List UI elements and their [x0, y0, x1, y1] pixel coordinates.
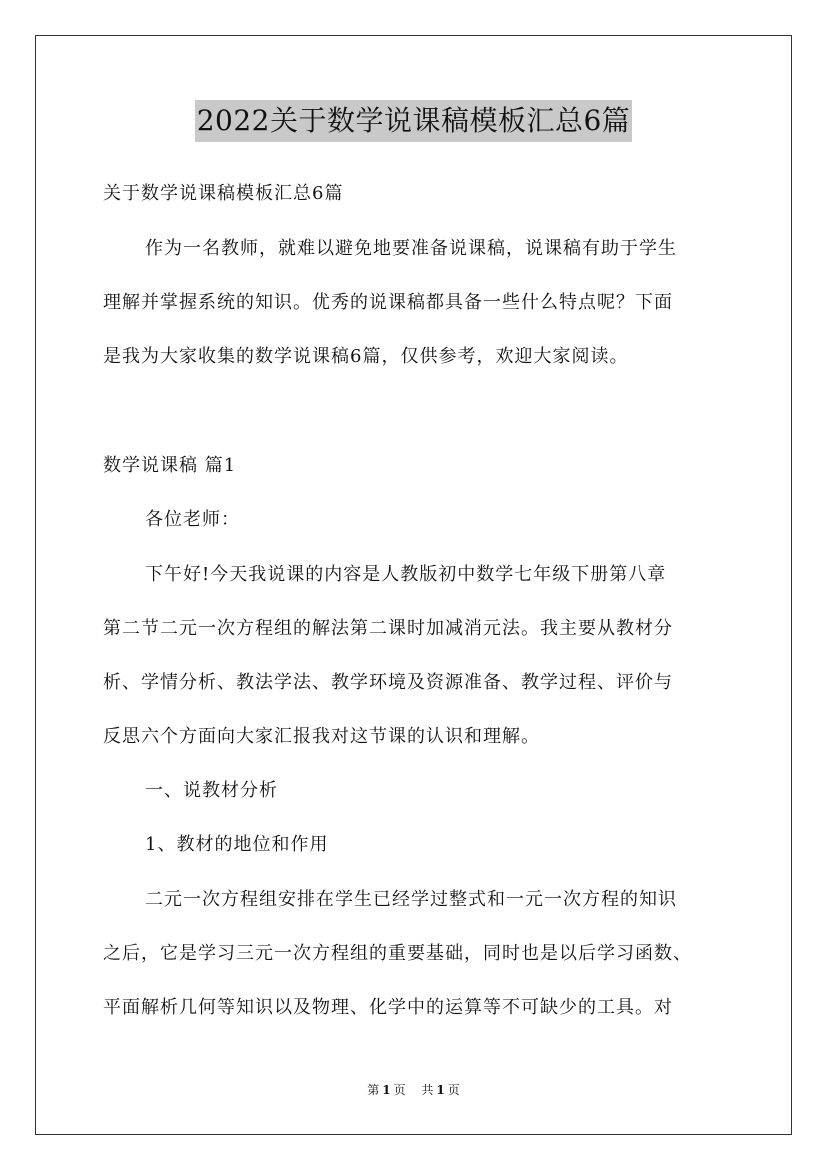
- total-indicator: [418, 1083, 462, 1097]
- document-title: 2022关于数学说课稿模板汇总6篇: [195, 100, 633, 142]
- body-line: 析、学情分析、教法学法、教学环境及资源准备、教学过程、评价与: [103, 672, 673, 693]
- page-footer: [0, 1082, 827, 1098]
- page-indicator: [364, 1083, 408, 1097]
- total-suffix: 页: [447, 1083, 460, 1097]
- heading-1-1: 1、教材的地位和作用: [145, 834, 329, 855]
- body-line: 平面解析几何等知识以及物理、化学中的运算等不可缺少的工具。对: [103, 997, 673, 1018]
- title-wrap: [0, 100, 827, 142]
- total-prefix: 共: [421, 1083, 434, 1097]
- body-line: 之后，它是学习三元一次方程组的重要基础，同时也是以后学习函数、: [103, 943, 692, 964]
- page-prefix: 第: [367, 1083, 380, 1097]
- total-pages: 1: [436, 1083, 445, 1097]
- heading-1: 一、说教材分析: [145, 780, 278, 801]
- intro-line: 理解并掌握系统的知识。优秀的说课稿都具备一些什么特点呢？下面: [103, 292, 673, 313]
- body-line: 二元一次方程组安排在学生已经学过整式和一元一次方程的知识: [145, 889, 677, 910]
- greeting: 各位老师：: [145, 509, 240, 530]
- section-heading: 数学说课稿 篇1: [103, 455, 237, 476]
- document-subtitle: 关于数学说课稿模板汇总6篇: [103, 183, 344, 204]
- body-line: 反思六个方面向大家汇报我对这节课的认识和理解。: [103, 726, 540, 747]
- body-line: 下午好!今天我说课的内容是人教版初中数学七年级下册第八章: [145, 564, 667, 585]
- intro-line: 是我为大家收集的数学说课稿6篇，仅供参考，欢迎大家阅读。: [103, 346, 629, 367]
- body-line: 第二节二元一次方程组的解法第二课时加减消元法。我主要从教材分: [103, 618, 673, 639]
- page-number: 1: [382, 1083, 391, 1097]
- intro-line: 作为一名教师，就难以避免地要准备说课稿，说课稿有助于学生: [145, 238, 677, 259]
- page-suffix: 页: [393, 1083, 406, 1097]
